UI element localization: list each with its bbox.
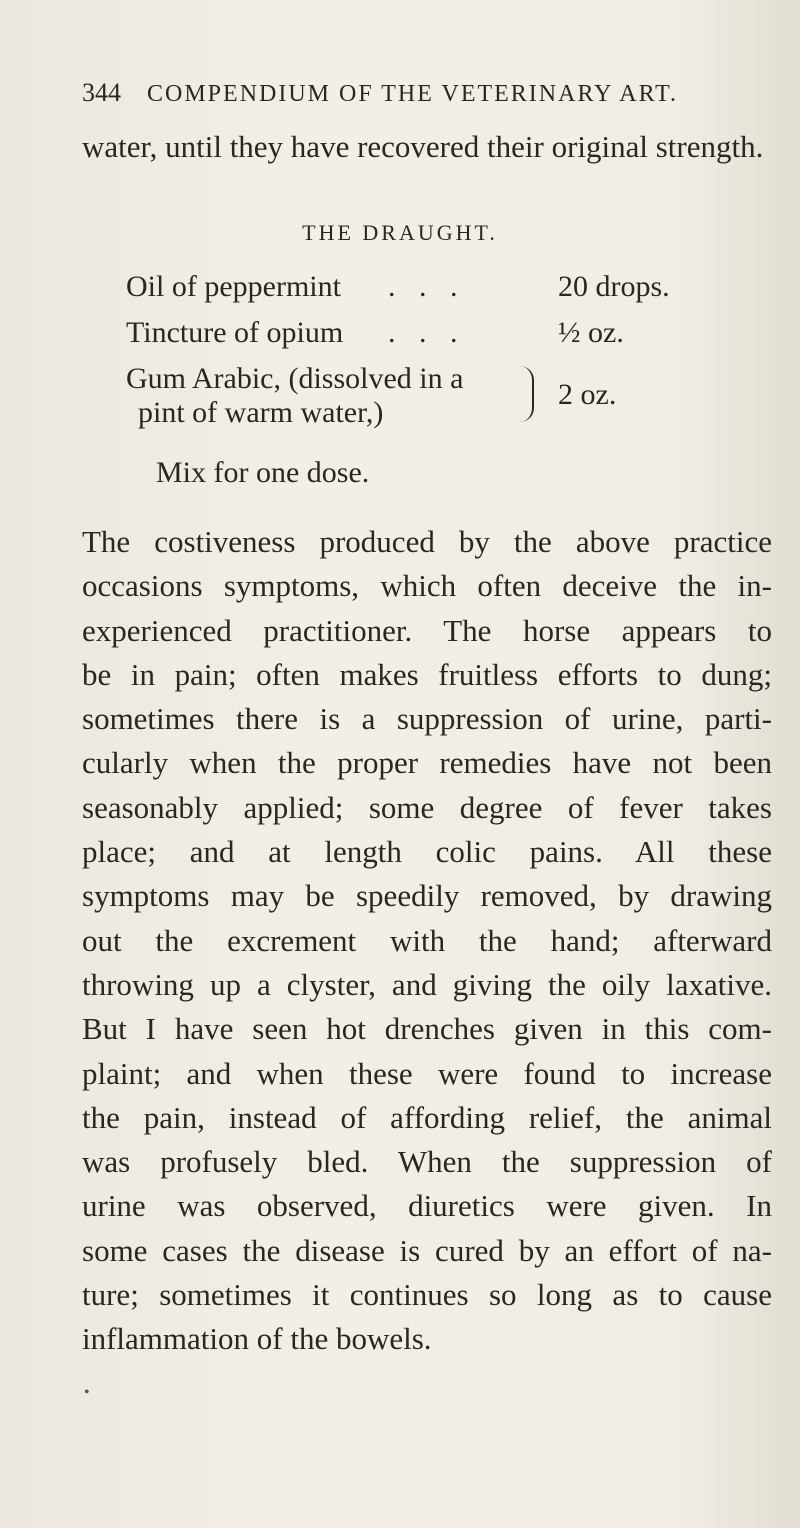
text-line: The costiveness produced by the above practice bbox=[82, 524, 772, 559]
ingredient-row bbox=[126, 362, 766, 432]
leader-dots: . . . bbox=[388, 270, 466, 303]
recipe-instruction: Mix for one dose. bbox=[156, 456, 370, 489]
text-line: was profusely bled. When the suppression of bbox=[82, 1144, 772, 1180]
ingredient-name: Tincture of opium bbox=[126, 316, 344, 349]
text-line: ture; sometimes it continues so long as to cause bbox=[82, 1277, 772, 1313]
text-line: sometimes there is a suppression of urine, parti- bbox=[82, 701, 772, 737]
text-line: occasions symptoms, which often deceive the in- bbox=[82, 568, 772, 604]
ingredient-quantity: 2 oz. bbox=[558, 378, 617, 411]
leader-dots: . . . bbox=[388, 316, 466, 349]
text-line: out the excrement with the hand; afterward bbox=[82, 922, 772, 958]
running-title: COMPENDIUM OF THE VETERINARY ART. bbox=[147, 81, 679, 107]
text-line: inflammation of the bowels. bbox=[82, 1321, 432, 1357]
ingredient-name: Oil of peppermint bbox=[126, 270, 341, 303]
brace-mark bbox=[520, 366, 534, 422]
text-line: place; and at length colic pains. All these bbox=[82, 834, 772, 870]
text-line: plaint; and when these were found to increase bbox=[82, 1055, 772, 1091]
text-line: But I have seen hot drenches given in this com- bbox=[82, 1011, 772, 1047]
text-line: urine was observed, diuretics were given. In bbox=[82, 1188, 772, 1224]
ingredient-quantity: ½ oz. bbox=[558, 316, 624, 349]
text-line: cularly when the proper remedies have not been bbox=[82, 745, 772, 781]
text-line: symptoms may be speedily removed, by drawing bbox=[82, 878, 772, 914]
page-number: 344 bbox=[82, 78, 121, 107]
recipe-title: THE DRAUGHT. bbox=[302, 220, 498, 245]
ingredient-name: Gum Arabic, (dissolved in a pint of warm water,) bbox=[126, 362, 464, 429]
text-line: throwing up a clyster, and giving the oily laxative. bbox=[82, 966, 772, 1002]
opening-paragraph: water, until they have recovered their original strength. bbox=[82, 129, 764, 164]
running-header bbox=[82, 78, 762, 108]
body-paragraph bbox=[82, 520, 772, 1362]
text-line: some cases the disease is cured by an effort of na- bbox=[82, 1232, 772, 1268]
ink-spot: • bbox=[84, 1384, 90, 1401]
text-line: be in pain; often makes fruitless efforts to dung; bbox=[82, 656, 772, 692]
text-line: experienced practitioner. The horse appears to bbox=[82, 612, 772, 648]
text-line: the pain, instead of affording relief, the animal bbox=[82, 1099, 772, 1135]
text-line: seasonably applied; some degree of fever takes bbox=[82, 789, 772, 825]
ingredient-quantity: 20 drops. bbox=[558, 270, 670, 303]
